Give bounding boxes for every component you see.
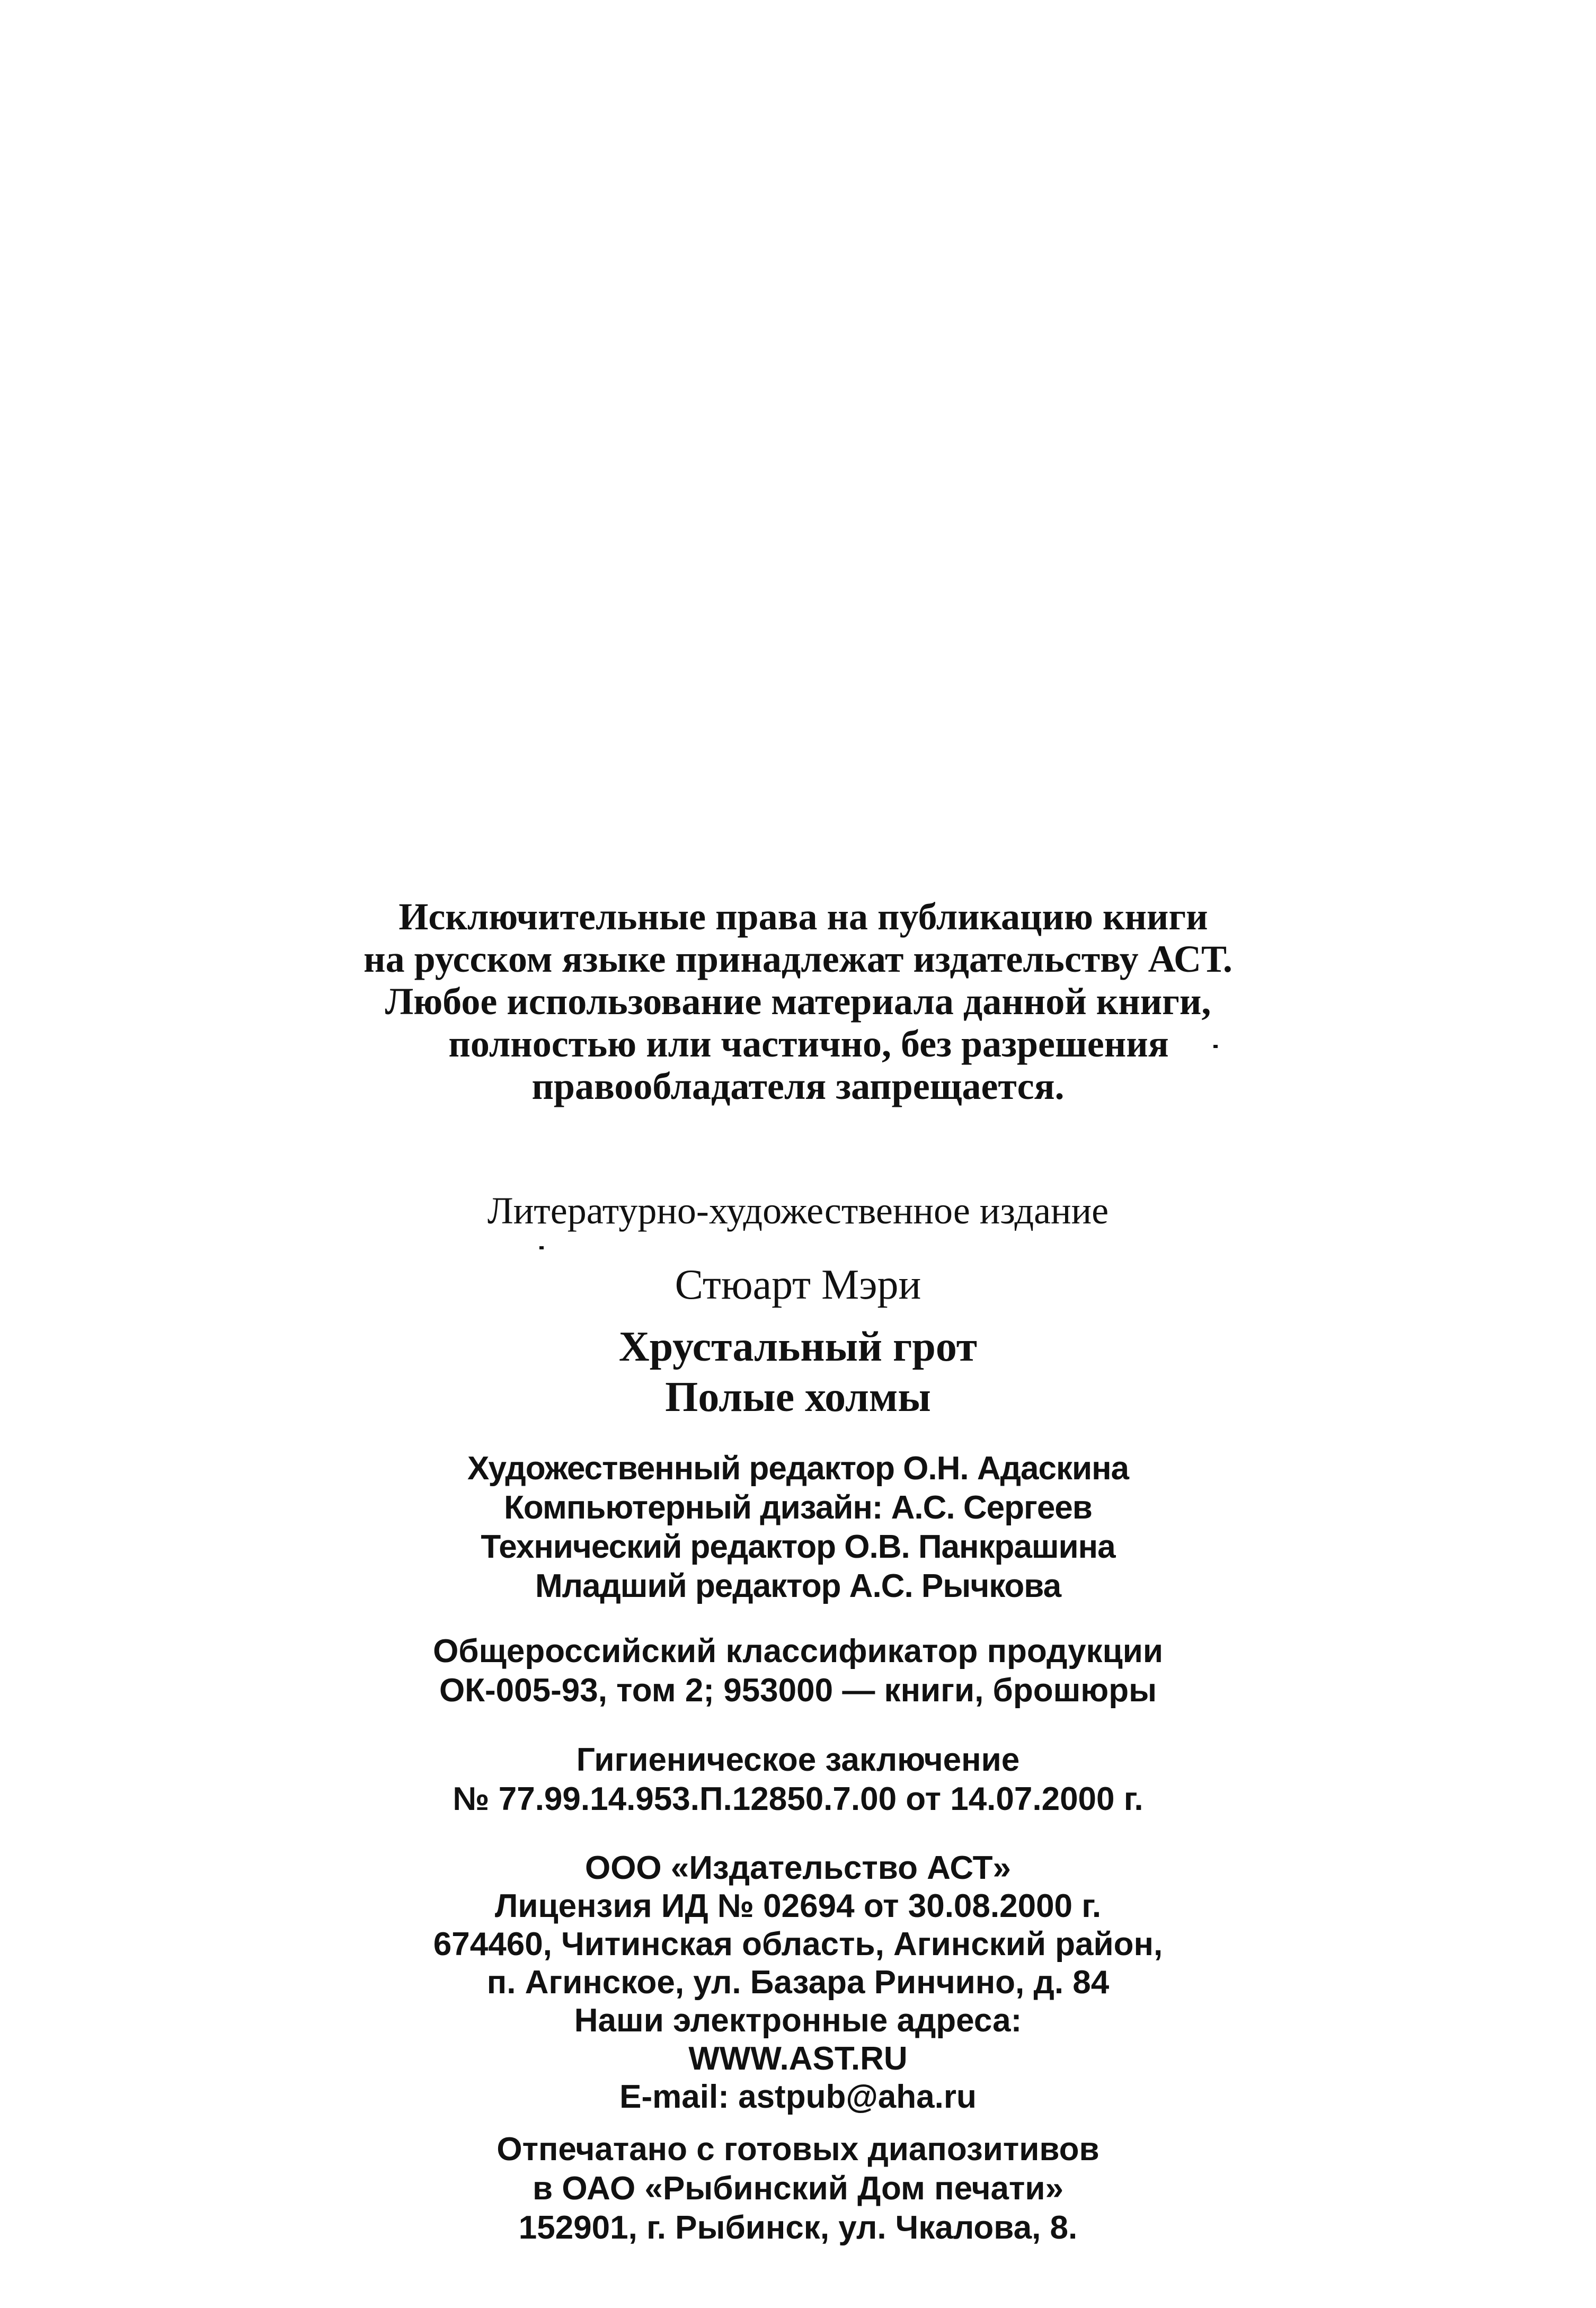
hygiene-line: Гигиеническое заключение [576,1742,1020,1778]
edition-type-text: Литературно-художественное издание [487,1189,1109,1232]
printing-line: в ОАО «Рыбинский Дом печати» [533,2170,1063,2207]
book-titles [0,1322,1596,1423]
printing-info [0,2130,1596,2248]
classifier-line: Общероссийский классификатор продукции [433,1633,1163,1670]
credit-line: Технический редактор О.В. Панкрашина [481,1529,1115,1565]
hygiene-line: № 77.99.14.953.П.12850.7.00 от 14.07.2000 г. [453,1781,1143,1817]
author [0,1261,1596,1309]
product-classifier [0,1632,1596,1710]
print-speck [1213,1045,1218,1048]
publisher-info [0,1849,1596,2116]
edition-type [0,1189,1596,1232]
print-speck [539,1246,544,1249]
classifier-line: ОК-005-93, том 2; 953000 — книги, брошюры [439,1672,1157,1709]
rights-notice-line: на русском языке принадлежат издательству АСТ. [363,938,1233,980]
publisher-website: WWW.AST.RU [688,2040,908,2077]
hygiene-certificate [0,1741,1596,1819]
rights-notice-line: Любое использование материала данной книги, [385,980,1211,1023]
rights-notice-line: Исключительные права на публикацию книги [398,895,1208,938]
publisher-line: п. Агинское, ул. Базара Ринчино, д. 84 [486,1964,1110,2001]
author-name: Стюарт Мэри [675,1262,921,1308]
credit-line: Младший редактор А.С. Рычкова [535,1568,1061,1604]
book-title: Полые холмы [665,1374,931,1421]
rights-notice-line: полностью или частично, без разрешения [448,1023,1169,1065]
publisher-line: 674460, Читинская область, Агинский район, [433,1926,1163,1963]
publisher-line: ООО «Издательство АСТ» [584,1850,1011,1886]
credit-line: Компьютерный дизайн: А.С. Сергеев [504,1489,1092,1526]
publisher-line: Наши электронные адреса: [574,2002,1022,2039]
rights-notice [0,895,1596,1107]
credit-line: Художественный редактор О.Н. Адаскина [467,1450,1129,1487]
publisher-line: Лицензия ИД № 02694 от 30.08.2000 г. [494,1888,1102,1924]
book-title: Хрустальный грот [618,1324,978,1370]
printing-line: Отпечатано с готовых диапозитивов [496,2131,1100,2168]
editorial-credits [0,1449,1596,1606]
rights-notice-line: правообладателя запрещается. [531,1065,1065,1107]
publisher-email: E-mail: astpub@aha.ru [619,2079,977,2115]
printing-line: 152901, г. Рыбинск, ул. Чкалова, 8. [518,2209,1078,2246]
